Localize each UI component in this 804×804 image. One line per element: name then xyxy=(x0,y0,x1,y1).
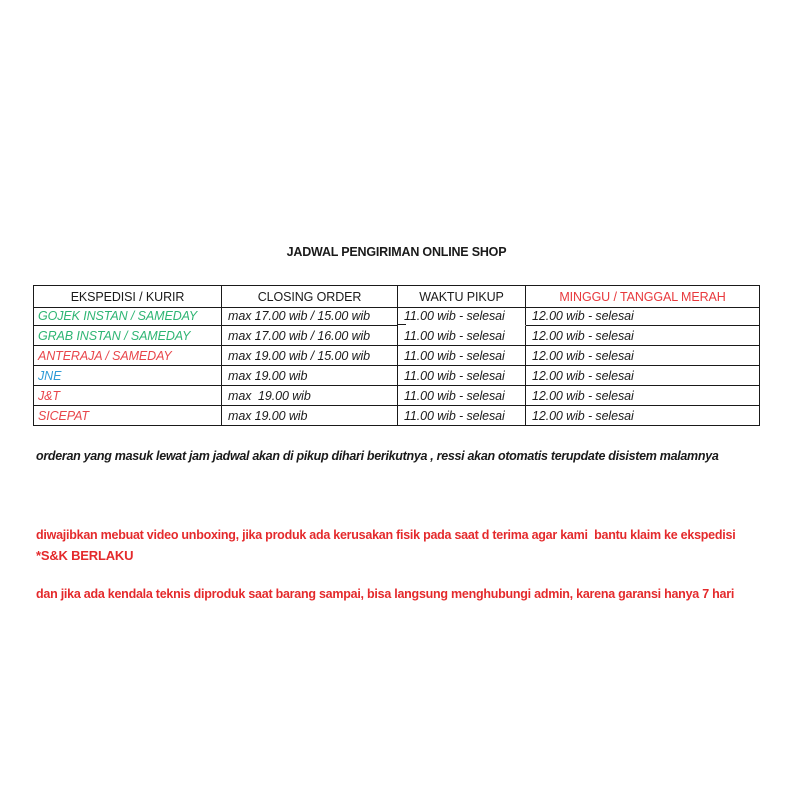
note-unboxing-warranty xyxy=(36,487,735,643)
closing-order-cell: max 19.00 wib xyxy=(222,386,398,406)
header-waktu-pikup: WAKTU PIKUP xyxy=(398,286,526,308)
note-late-orders: orderan yang masuk lewat jam jadwal akan di pikup dihari berikutnya , ressi akan otomatis terupdate disistem malamnya xyxy=(36,449,719,463)
minggu-cell: 12.00 wib - selesai xyxy=(526,326,760,346)
courier-cell: GRAB INSTAN / SAMEDAY xyxy=(34,326,222,346)
courier-cell: GOJEK INSTAN / SAMEDAY xyxy=(34,306,222,326)
border-stub xyxy=(398,324,406,326)
header-ekspedisi: EKSPEDISI / KURIR xyxy=(34,286,222,308)
courier-cell: ANTERAJA / SAMEDAY xyxy=(34,346,222,366)
waktu-pikup-text: 11.00 wib - selesai xyxy=(404,308,505,323)
minggu-cell: 12.00 wib - selesai xyxy=(526,366,760,386)
minggu-cell: 12.00 wib - selesai xyxy=(526,386,760,406)
waktu-pikup-cell: 11.00 wib - selesai xyxy=(398,346,526,366)
waktu-pikup-cell: 11.00 wib - selesai xyxy=(398,366,526,386)
waktu-pikup-cell xyxy=(398,306,526,326)
courier-cell: JNE xyxy=(34,366,222,386)
closing-order-cell: max 19.00 wib / 15.00 wib xyxy=(222,346,398,366)
minggu-cell: 12.00 wib - selesai xyxy=(526,306,760,326)
page-title: JADWAL PENGIRIMAN ONLINE SHOP xyxy=(286,245,507,259)
minggu-cell: 12.00 wib - selesai xyxy=(526,346,760,366)
shipping-schedule-table xyxy=(33,285,760,426)
waktu-pikup-cell: 11.00 wib - selesai xyxy=(398,326,526,346)
note-terms: *S&K BERLAKU xyxy=(36,548,134,563)
header-minggu: MINGGU / TANGGAL MERAH xyxy=(526,286,760,308)
note-unboxing-line-1: diwajibkan mebuat video unboxing, jika produk ada kerusakan fisik pada saat d terima agar kami bantu klaim ke ekspedisi xyxy=(36,528,736,542)
note-unboxing-line-2: dan jika ada kendala teknis diproduk saat barang sampai, bisa langsung menghubungi admin, karena garansi hanya 7 hari xyxy=(36,586,735,601)
minggu-cell: 12.00 wib - selesai xyxy=(526,406,760,426)
courier-cell: J&T xyxy=(34,386,222,406)
waktu-pikup-cell: 11.00 wib - selesai xyxy=(398,386,526,406)
waktu-pikup-cell: 11.00 wib - selesai xyxy=(398,406,526,426)
courier-cell: SICEPAT xyxy=(34,406,222,426)
closing-order-cell: max 19.00 wib xyxy=(222,406,398,426)
closing-order-cell: max 19.00 wib xyxy=(222,366,398,386)
header-closing-order: CLOSING ORDER xyxy=(222,286,398,308)
closing-order-cell: max 17.00 wib / 15.00 wib xyxy=(222,306,398,326)
closing-order-cell: max 17.00 wib / 16.00 wib xyxy=(222,326,398,346)
